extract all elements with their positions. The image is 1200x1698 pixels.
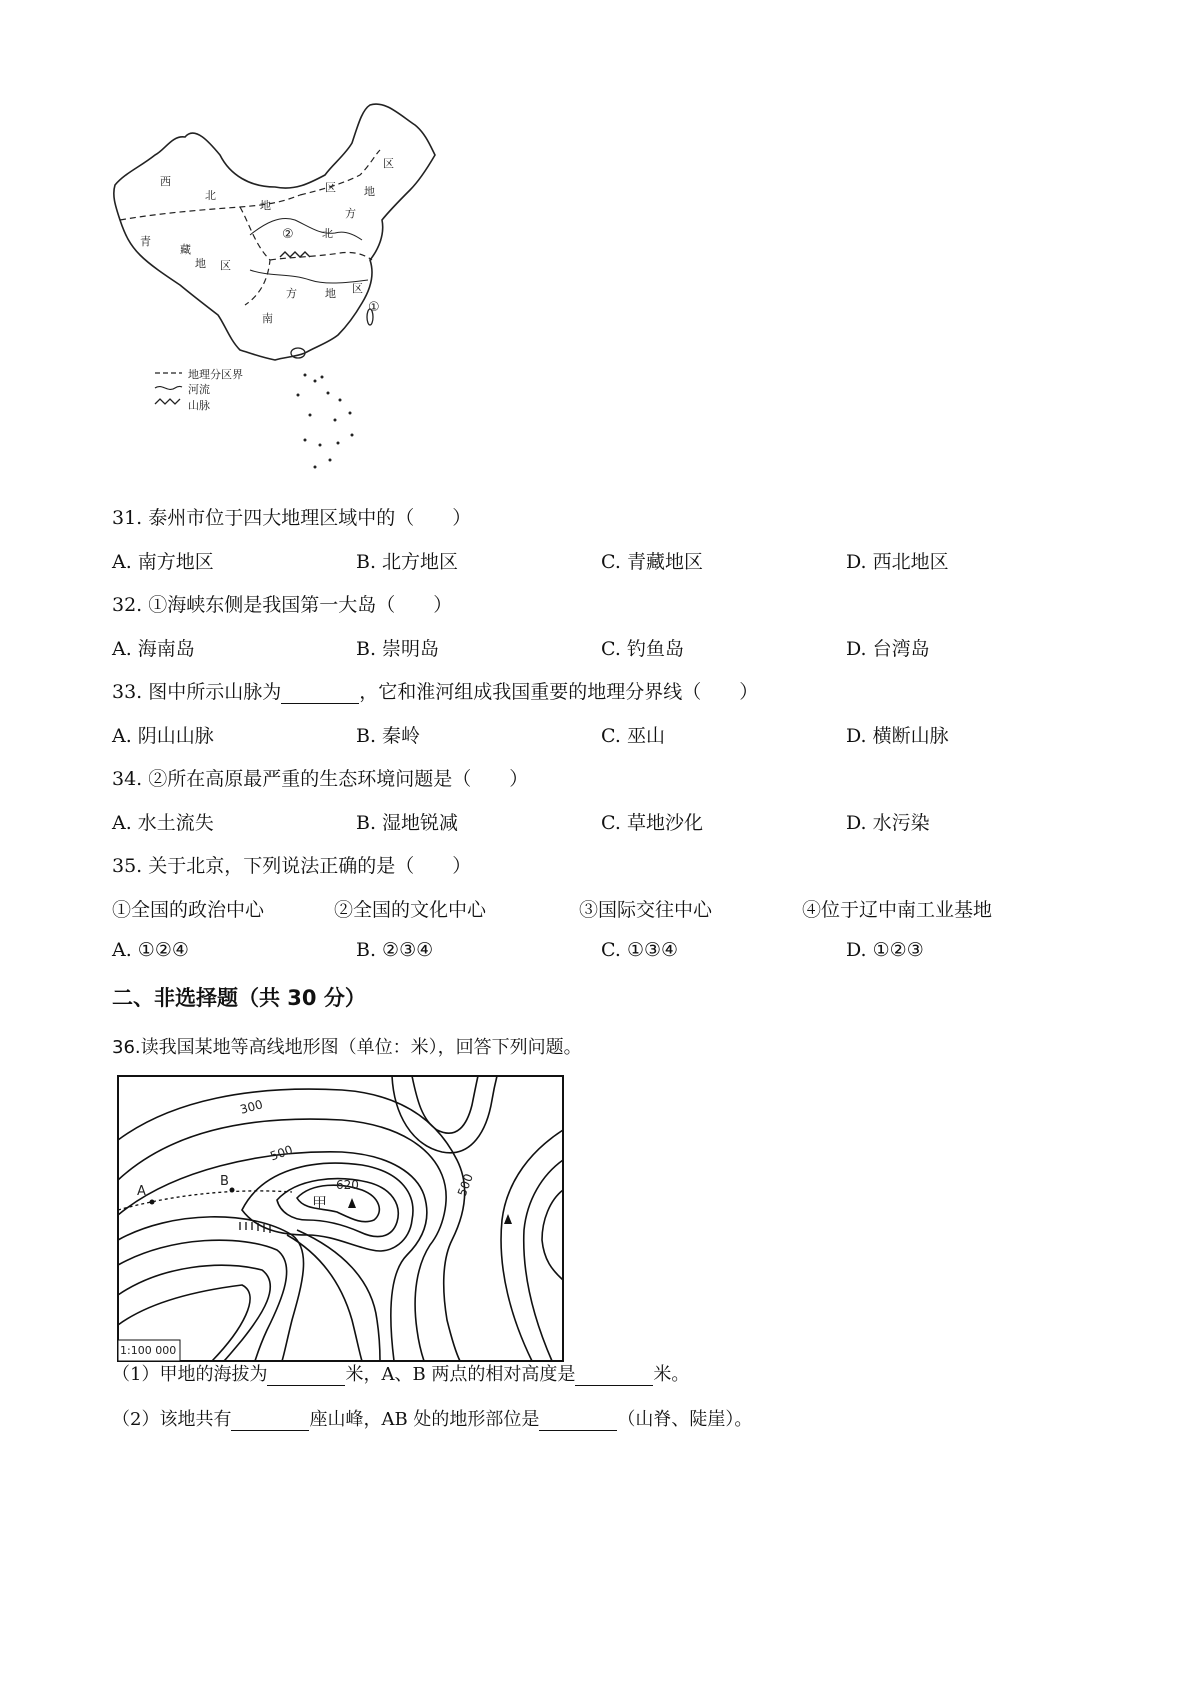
peak-symbol-east xyxy=(504,1214,512,1224)
q32-option-a[interactable]: A. 海南岛 xyxy=(112,638,195,660)
map-label-qu-s: 区 xyxy=(352,282,363,295)
q34-option-d[interactable]: D. 水污染 xyxy=(846,812,930,834)
river-yellow xyxy=(250,218,362,240)
question-32: 32. ①海峡东侧是我国第一大岛（ ） xyxy=(112,594,453,616)
legend-river-symbol xyxy=(155,386,182,389)
south-sea-islands xyxy=(297,374,354,469)
q36-sub1 xyxy=(112,1360,689,1386)
region-boundary-qz xyxy=(240,207,270,305)
contour-line xyxy=(542,1190,563,1280)
q36-sub2-a: （2）该地共有 xyxy=(112,1409,232,1430)
map-label-zang: 藏 xyxy=(180,243,191,256)
contour-map xyxy=(112,1070,572,1370)
contour-line xyxy=(242,1163,413,1251)
legend-river-label: 河流 xyxy=(188,383,210,396)
q32-option-b[interactable]: B. 崇明岛 xyxy=(356,638,440,660)
q34-option-c[interactable]: C. 草地沙化 xyxy=(601,812,703,834)
contour-label-500b: 500 xyxy=(454,1171,476,1199)
q36-sub2 xyxy=(112,1405,752,1431)
q31-option-b[interactable]: B. 北方地区 xyxy=(356,551,459,573)
contour-map-svg xyxy=(112,1070,572,1370)
question-31: 31. 泰州市位于四大地理区域中的（ ） xyxy=(112,507,472,529)
q36-sub2-b: 座山峰，AB 处的地形部位是 xyxy=(309,1409,540,1430)
q35-option-a[interactable]: A. ①②④ xyxy=(112,939,189,961)
legend-mountain-label: 山脉 xyxy=(188,399,210,412)
legend-boundary-label: 地理分区界 xyxy=(188,368,243,381)
contour-line xyxy=(412,1076,478,1133)
peak-symbol-jia xyxy=(348,1198,356,1208)
contour-line xyxy=(392,1076,497,1153)
q32-option-c[interactable]: C. 钓鱼岛 xyxy=(601,638,684,660)
contour-label-500a: 500 xyxy=(268,1142,295,1164)
question-36: 36.读我国某地等高线地形图（单位：米），回答下列问题。 xyxy=(112,1037,582,1058)
q36-sub1-a: （1）甲地的海拔为 xyxy=(112,1364,268,1385)
legend-mountain-symbol xyxy=(155,399,180,404)
map-label-di-qz: 地 xyxy=(195,257,206,270)
q31-option-a[interactable]: A. 南方地区 xyxy=(112,551,214,573)
q35-statement-3: ③国际交往中心 xyxy=(579,899,713,921)
china-region-map xyxy=(100,95,445,485)
contour-line xyxy=(501,1130,563,1361)
scale-label: 1:100 000 xyxy=(120,1344,177,1357)
q35-statement-1: ①全国的政治中心 xyxy=(112,899,265,921)
section-2-heading: 二、非选择题（共 30 分） xyxy=(112,986,366,1010)
peak-name-jia: 甲 xyxy=(312,1194,328,1212)
china-outline xyxy=(114,104,435,360)
question-33 xyxy=(112,677,758,704)
contour-line xyxy=(118,1217,304,1361)
question-34: 34. ②所在高原最严重的生态环境问题是（ ） xyxy=(112,768,529,790)
q34-option-b[interactable]: B. 湿地锐减 xyxy=(356,812,459,834)
label-point-a: A xyxy=(137,1184,146,1199)
q36-sub2-blank2[interactable] xyxy=(539,1412,617,1431)
q32-option-d[interactable]: D. 台湾岛 xyxy=(846,638,930,660)
q31-option-c[interactable]: C. 青藏地区 xyxy=(601,551,703,573)
q33-stem-a: 33. 图中所示山脉为 xyxy=(112,681,282,703)
map-label-fang-s: 方 xyxy=(286,287,297,300)
china-outline-svg xyxy=(100,95,445,485)
marker-2: ② xyxy=(282,227,294,242)
map-label-qu-qz: 区 xyxy=(220,259,231,272)
q31-option-d[interactable]: D. 西北地区 xyxy=(846,551,949,573)
point-a xyxy=(150,1200,155,1205)
q33-option-c[interactable]: C. 巫山 xyxy=(601,725,665,747)
map-label-nan: 南 xyxy=(262,312,273,325)
region-boundary-ns xyxy=(270,252,372,260)
q36-sub1-blank2[interactable] xyxy=(575,1367,653,1386)
map-label-qu-ne: 区 xyxy=(383,157,394,170)
map-label-fang-n: 方 xyxy=(345,207,356,220)
map-label-qing: 青 xyxy=(140,235,151,248)
q36-sub1-b: 米，A、B 两点的相对高度是 xyxy=(345,1364,576,1385)
q33-option-a[interactable]: A. 阴山山脉 xyxy=(112,725,214,747)
q36-sub1-c: 米。 xyxy=(653,1364,690,1385)
point-b xyxy=(230,1188,235,1193)
q36-sub2-c: （山脊、陡崖）。 xyxy=(617,1409,753,1430)
label-point-b: B xyxy=(220,1174,229,1189)
contour-line xyxy=(524,1160,563,1361)
q35-statement-4: ④位于辽中南工业基地 xyxy=(802,899,993,921)
q35-option-d[interactable]: D. ①②③ xyxy=(846,939,924,961)
q33-stem-b: ，它和淮河组成我国重要的地理分界线（ ） xyxy=(359,681,759,703)
q33-option-d[interactable]: D. 横断山脉 xyxy=(846,725,949,747)
question-35: 35. 关于北京，下列说法正确的是（ ） xyxy=(112,855,472,877)
marker-1: ① xyxy=(368,300,380,315)
map-label-di-n: 地 xyxy=(364,185,375,198)
map-label-bei: 北 xyxy=(205,189,216,202)
q35-statement-2: ②全国的文化中心 xyxy=(334,899,487,921)
q35-option-b[interactable]: B. ②③④ xyxy=(356,939,434,961)
contour-line xyxy=(118,1152,427,1361)
map-label-di-s: 地 xyxy=(325,287,336,300)
map-label-bei-n: 北 xyxy=(322,227,333,240)
map-label-di: 地 xyxy=(260,199,271,212)
peak-height: 620 xyxy=(336,1178,359,1192)
q36-sub1-blank1[interactable] xyxy=(267,1367,345,1386)
q33-blank[interactable] xyxy=(281,685,359,704)
map-label-xi: 西 xyxy=(160,175,171,188)
map-label-qu: 区 xyxy=(325,181,336,194)
q35-option-c[interactable]: C. ①③④ xyxy=(601,939,679,961)
q34-option-a[interactable]: A. 水土流失 xyxy=(112,812,214,834)
q36-sub2-blank1[interactable] xyxy=(231,1412,309,1431)
contour-label-300: 300 xyxy=(238,1097,265,1117)
q33-option-b[interactable]: B. 秦岭 xyxy=(356,725,421,747)
